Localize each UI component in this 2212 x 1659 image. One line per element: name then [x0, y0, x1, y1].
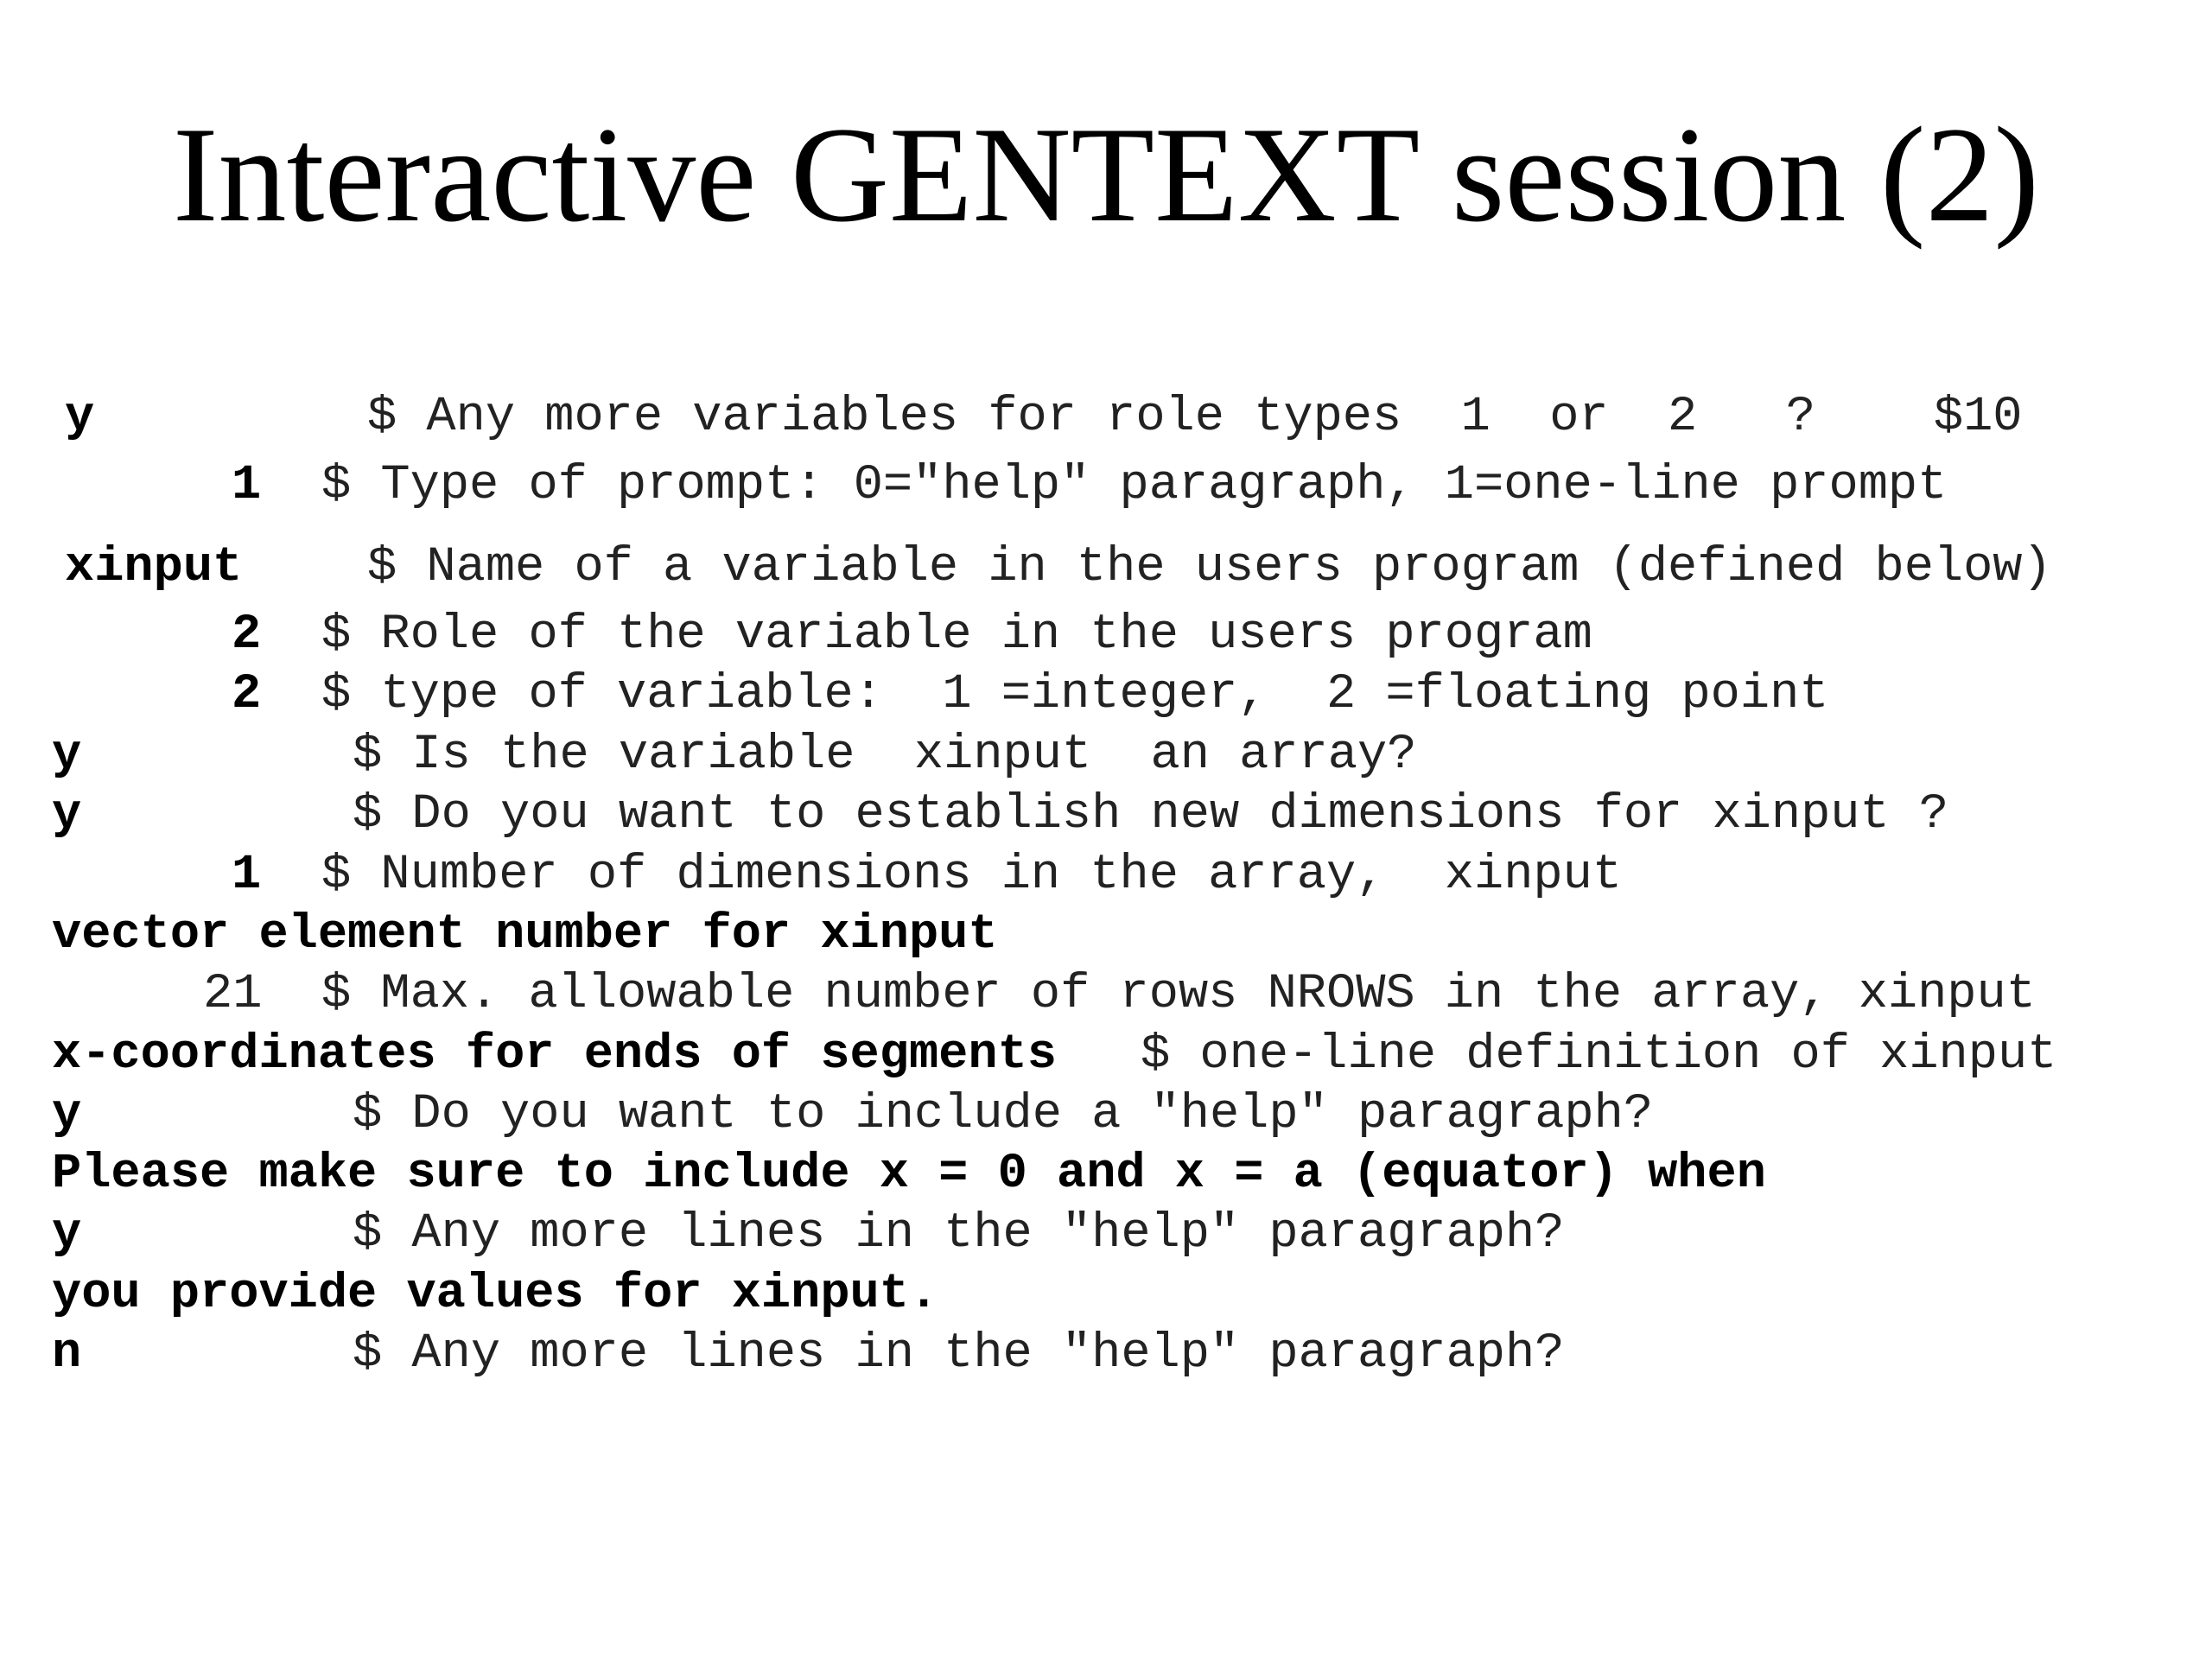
session-line [0, 1144, 2212, 1205]
line-comment: $ Any more lines in the "help" paragraph? [353, 1326, 1565, 1382]
slide-title: Interactive GENTEXT session (2) [172, 99, 2040, 251]
line-comment: $ Role of the variable in the users program [321, 607, 1592, 663]
session-line [0, 537, 2212, 598]
session-line [0, 664, 2212, 725]
line-comment: $ one-line definition of xinput [1141, 1027, 2057, 1083]
line-comment: $ Type of prompt: 0="help" paragraph, 1=one-line prompt [321, 458, 1948, 513]
line-comment: $ type of variable: 1 =integer, 2 =floating point [321, 667, 1829, 722]
line-input: vector element number for xinput [52, 907, 998, 963]
session-line [0, 725, 2212, 785]
session-line [0, 1264, 2212, 1325]
line-comment: $ Do you want to include a "help" paragraph? [353, 1087, 1654, 1142]
line-comment: $ Any more lines in the "help" paragraph? [353, 1206, 1565, 1262]
line-input: x-coordinates for ends of segments [52, 1027, 1057, 1083]
line-input: 1 [232, 848, 262, 903]
line-input: you provide values for xinput. [52, 1267, 939, 1322]
line-input: 21 [203, 967, 263, 1022]
session-line [0, 1204, 2212, 1264]
session-line [0, 1084, 2212, 1145]
line-comment: $ Number of dimensions in the array, xinput [321, 848, 1623, 903]
line-comment: $ Any more variables for role types 1 or 2 ? $10 [367, 390, 2023, 445]
line-input: xinput [65, 540, 243, 595]
line-comment: $ Name of a variable in the users program (defined below) [367, 540, 2052, 595]
line-input: y [52, 1206, 82, 1262]
line-comment: $ Do you want to establish new dimensions for xinput ? [353, 787, 1949, 842]
line-input: 2 [232, 607, 262, 663]
session-line [0, 905, 2212, 965]
line-comment: $ Is the variable xinput an array? [353, 728, 1417, 783]
line-input: y [52, 787, 82, 842]
line-input: 1 [232, 458, 262, 513]
session-line [0, 455, 2212, 516]
session-line [0, 1025, 2212, 1085]
line-input: n [52, 1326, 82, 1382]
line-input: Please make sure to include x = 0 and x = a (equator) when [52, 1147, 1766, 1202]
line-input: 2 [232, 667, 262, 722]
session-line [0, 605, 2212, 665]
session-line [0, 387, 2212, 448]
session-line [0, 964, 2212, 1025]
session-line [0, 785, 2212, 845]
line-input: y [65, 390, 95, 445]
line-comment: $ Max. allowable number of rows NROWS in the array, xinput [321, 967, 2036, 1022]
session-line [0, 845, 2212, 906]
line-input: y [52, 1087, 82, 1142]
session-line [0, 1324, 2212, 1384]
line-input: y [52, 728, 82, 783]
